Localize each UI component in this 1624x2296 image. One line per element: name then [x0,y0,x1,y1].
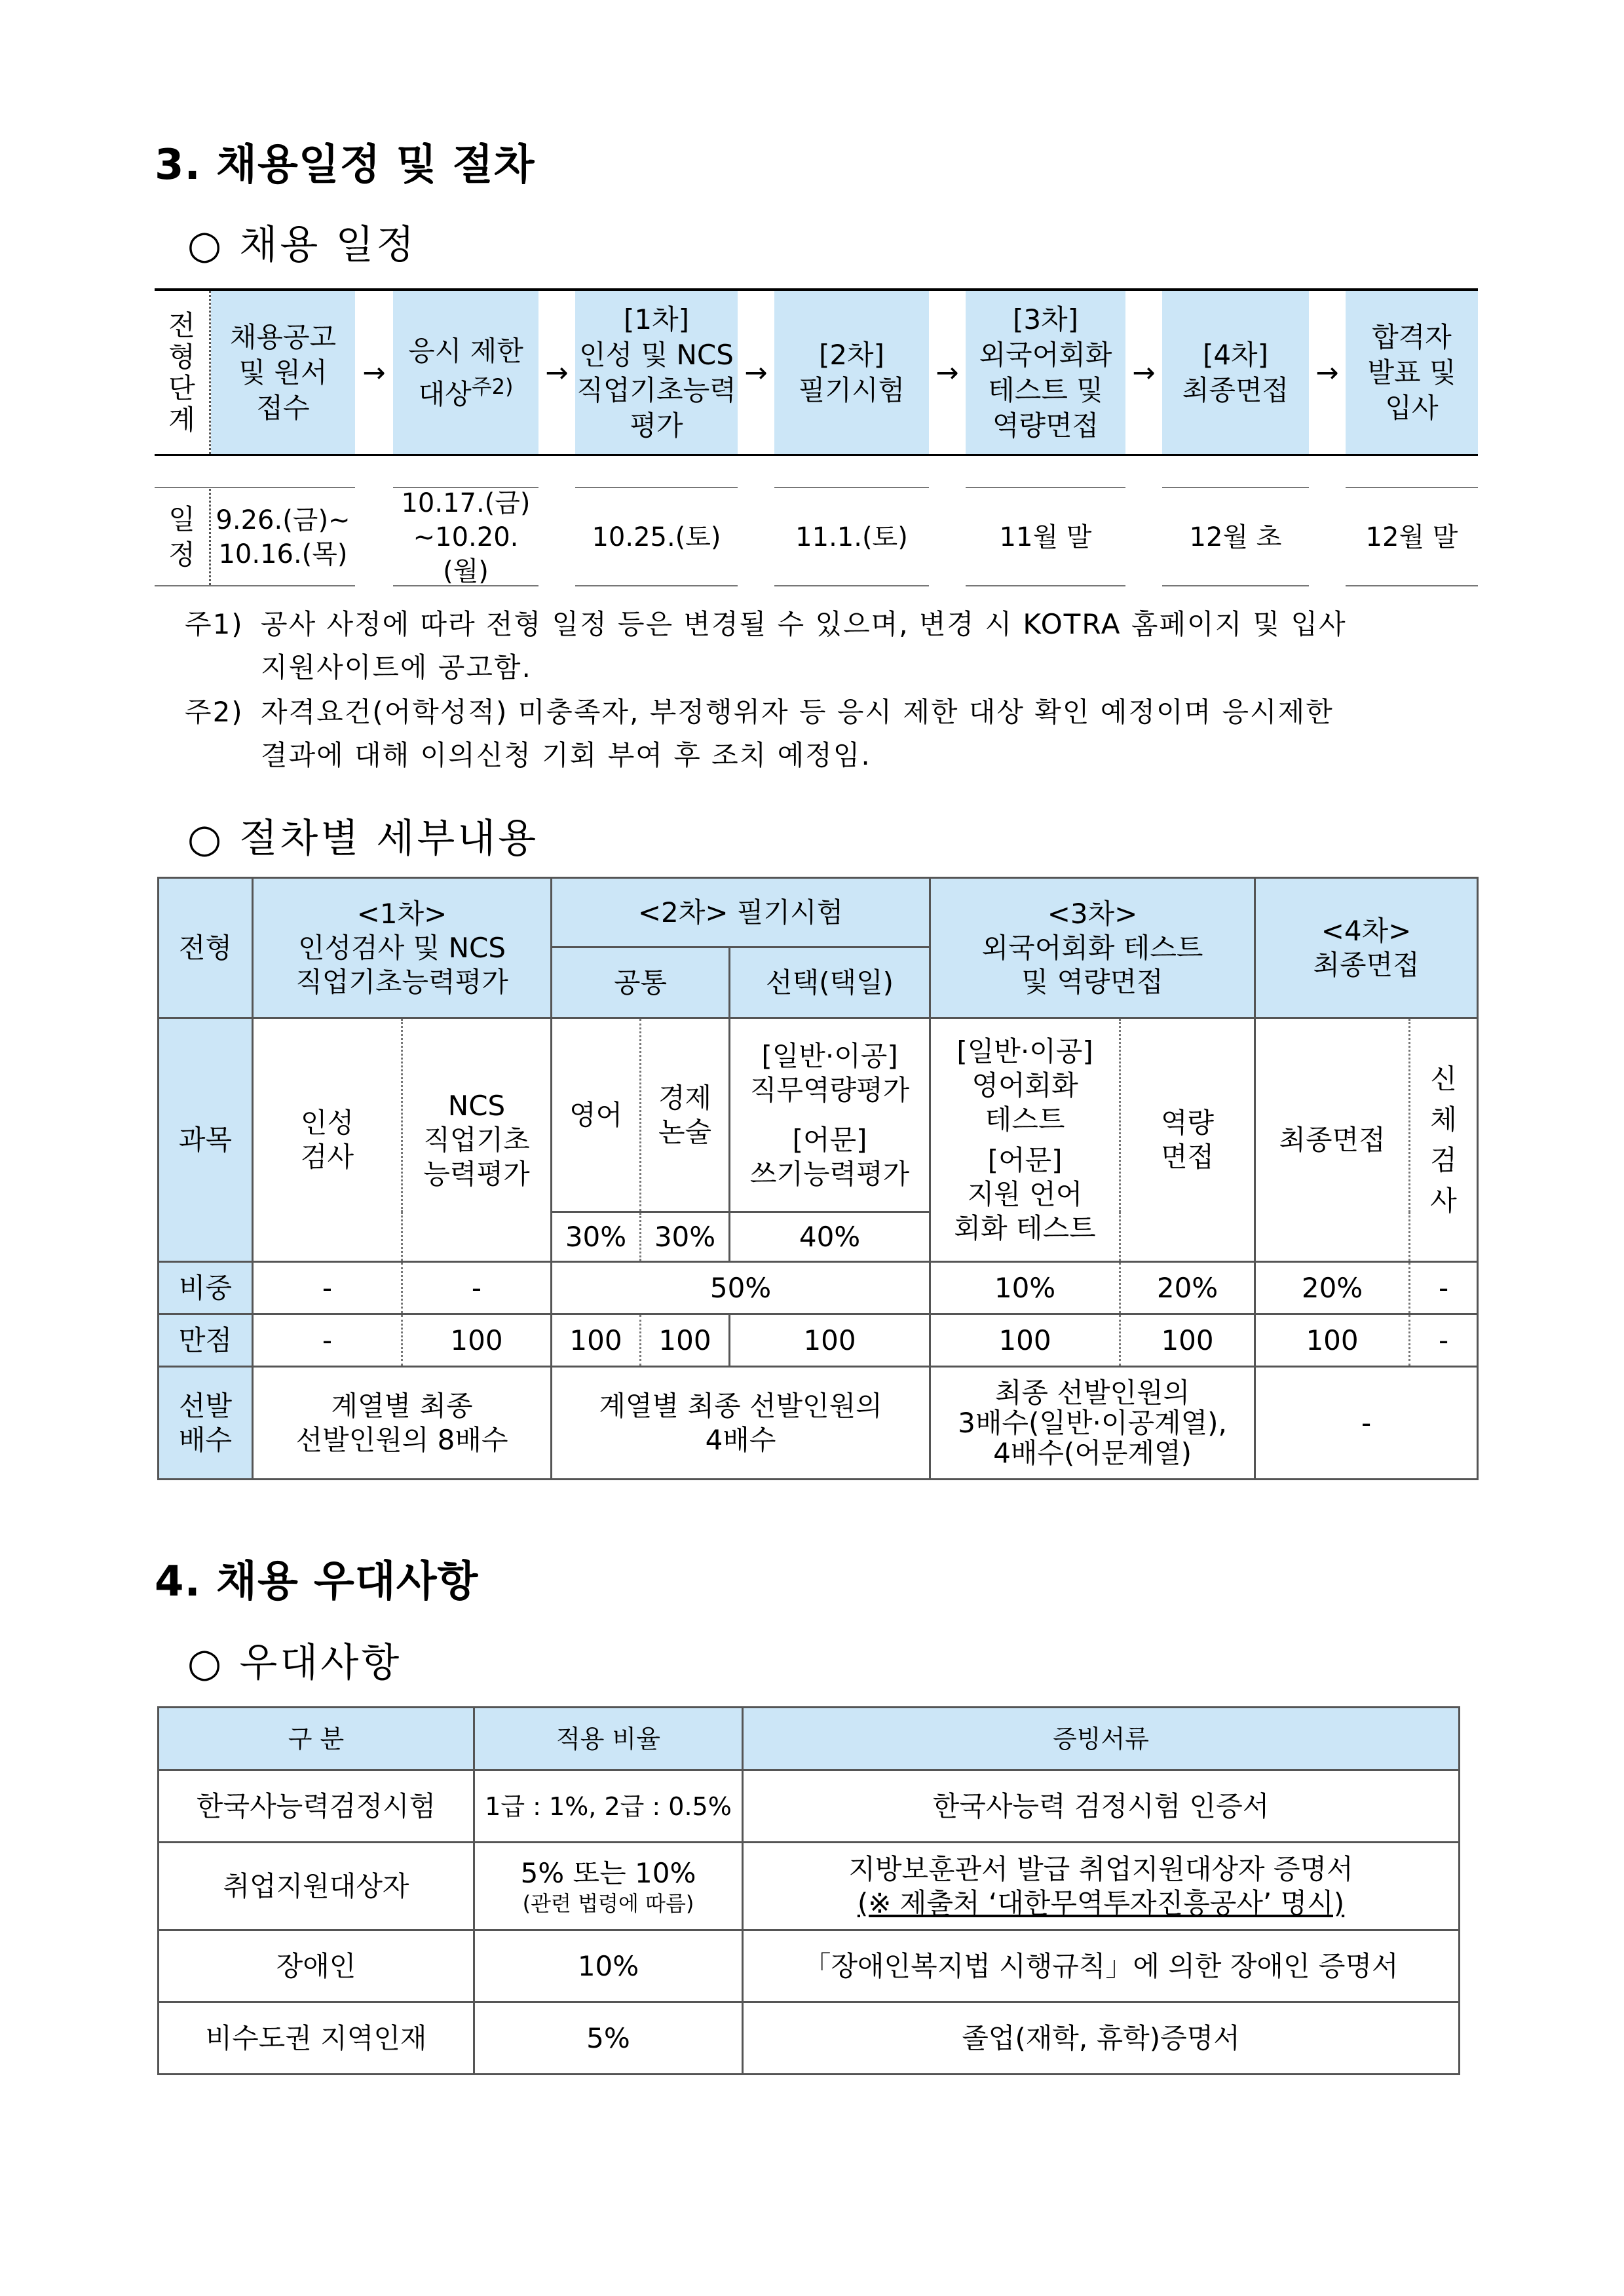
max-conversation: 100 [930,1314,1120,1367]
pref-type-disability: 장애인 [159,1930,474,2002]
stage-box-fourth: [4차] 최종면접 [1162,291,1309,454]
max-physical: - [1410,1314,1478,1367]
stage-box-second: [2차] 필기시험 [774,291,929,454]
pref-rate-employment: 5% 또는 10% (관련 법령에 따름) [474,1843,743,1930]
weight-conversation: 10% [930,1262,1120,1314]
pref-header-doc: 증빙서류 [743,1708,1460,1770]
pct-select: 40% [730,1212,930,1262]
stage-box-first: [1차] 인성 및 NCS 직업기초능력 평가 [575,291,738,454]
pref-type-employment: 취업지원대상자 [159,1843,474,1930]
arrow-icon: → [744,356,768,389]
date-label: 일 정 [155,489,211,585]
selection-second: 계열별 최종 선발인원의 4배수 [552,1367,930,1480]
header-second-common: 공통 [552,947,730,1018]
pref-rate-regional: 5% [474,2002,743,2075]
pct-english: 30% [552,1212,641,1262]
pref-rate-disability: 10% [474,1930,743,2002]
header-fourth: <4차> 최종면접 [1255,878,1478,1018]
max-final: 100 [1255,1314,1410,1367]
note-1-text: 공사 사정에 따라 전형 일정 등은 변경될 수 있으며, 변경 시 KOTRA 홈페이지 및 입사 지원사이트에 공고함. [261,608,1347,683]
selection-first: 계열별 최종 선발인원의 8배수 [253,1367,552,1480]
row-subject-label: 과목 [159,1018,253,1262]
subject-ncs: NCS 직업기초 능력평가 [402,1018,552,1262]
pref-doc-employment: 지방보훈관서 발급 취업지원대상자 증명서 (※ 제출처 ‘대한무역투자진흥공사’ 명시) [743,1843,1460,1930]
arrow-icon: → [1132,356,1156,389]
subject-conversation: [일반·이공] 영어회화 테스트 [어문] 지원 언어 회화 테스트 [930,1018,1120,1262]
date-fourth: 12월 초 [1189,522,1282,552]
arrow-icon: → [1315,356,1339,389]
arrow-icon: → [935,356,959,389]
weight-written: 50% [552,1262,930,1314]
pref-doc-regional: 졸업(재학, 휴학)증명서 [743,2002,1460,2075]
row-weight-label: 비중 [159,1262,253,1314]
section-title-4: 4. 채용 우대사항 [155,1558,479,1606]
note-1-mark: 주1) [185,608,244,640]
subsection-procedure: ○ 절차별 세부내용 [187,816,539,862]
date-second: 11.1.(토) [795,522,908,552]
subject-final-interview: 최종면접 [1255,1018,1410,1262]
subject-competency: 역량 면접 [1120,1018,1255,1262]
max-select: 100 [730,1314,930,1367]
header-second-select: 선택(택일) [730,947,930,1018]
pref-doc-disability: 「장애인복지법 시행규칙」에 의한 장애인 증명서 [743,1930,1460,2002]
note-2-mark: 주2) [185,696,244,728]
date-third: 11월 말 [999,522,1092,552]
weight-personality: - [253,1262,402,1314]
subject-econ: 경제 논술 [641,1018,730,1212]
date-application: 9.26.(금)~ 10.16.(목) [216,505,350,569]
arrow-icon: → [362,356,386,389]
selection-fourth: - [1255,1367,1478,1480]
date-announcement: 12월 말 [1365,522,1458,552]
max-econ: 100 [641,1314,730,1367]
max-ncs: 100 [402,1314,552,1367]
header-first: <1차> 인성검사 및 NCS 직업기초능력평가 [253,878,552,1018]
stage-box-restriction: 응시 제한 대상$^{주2)}$ [393,291,538,454]
preference-table [157,1706,1460,2075]
row-selection-label: 선발 배수 [159,1367,253,1480]
subject-english: 영어 [552,1018,641,1212]
header-third: <3차> 외국어회화 테스트 및 역량면접 [930,878,1255,1018]
pref-header-rate: 적용 비율 [474,1708,743,1770]
arrow-icon: → [545,356,569,389]
note-2-text: 자격요건(어학성적) 미충족자, 부정행위자 등 응시 제한 대상 확인 예정이며 응시제한 결과에 대해 이의신청 기회 부여 후 조치 예정임. [261,696,1334,771]
stage-label: 전 형 단 계 [155,291,211,454]
subject-personality: 인성 검사 [253,1018,402,1262]
date-restriction: 10.17.(금) ~10.20.(월) [401,488,531,586]
max-competency: 100 [1120,1314,1255,1367]
header-type: 전형 [159,878,253,1018]
pref-type-regional: 비수도권 지역인재 [159,2002,474,2075]
pref-doc-history: 한국사능력 검정시험 인증서 [743,1770,1460,1843]
max-personality: - [253,1314,402,1367]
stage-box-application: 채용공고 및 원서 접수 [211,291,355,454]
procedure-table [157,877,1479,1480]
subject-physical: 신 체 검 사 [1410,1018,1478,1262]
stage-box-third: [3차] 외국어회화 테스트 및 역량면접 [966,291,1125,454]
subsection-preference: ○ 우대사항 [187,1640,402,1686]
weight-competency: 20% [1120,1262,1255,1314]
schedule-bottom-rule [155,454,1478,456]
section-title-3: 3. 채용일정 및 절차 [155,141,535,189]
weight-final: 20% [1255,1262,1410,1314]
date-first: 10.25.(토) [592,522,721,552]
pref-header-type: 구 분 [159,1708,474,1770]
date-rule-bottom [155,585,1478,587]
subsection-schedule: ○ 채용 일정 [187,222,417,268]
weight-ncs: - [402,1262,552,1314]
header-second: <2차> 필기시험 [552,878,930,947]
subject-select: [일반·이공] 직무역량평가 [어문] 쓰기능력평가 [730,1018,930,1212]
pref-type-history: 한국사능력검정시험 [159,1770,474,1843]
max-english: 100 [552,1314,641,1367]
pref-rate-history: 1급 : 1%, 2급 : 0.5% [474,1770,743,1843]
row-max-label: 만점 [159,1314,253,1367]
selection-third: 최종 선발인원의 3배수(일반·이공계열), 4배수(어문계열) [930,1367,1255,1480]
pct-econ: 30% [641,1212,730,1262]
stage-box-announcement: 합격자 발표 및 입사 [1346,291,1478,454]
weight-physical: - [1410,1262,1478,1314]
